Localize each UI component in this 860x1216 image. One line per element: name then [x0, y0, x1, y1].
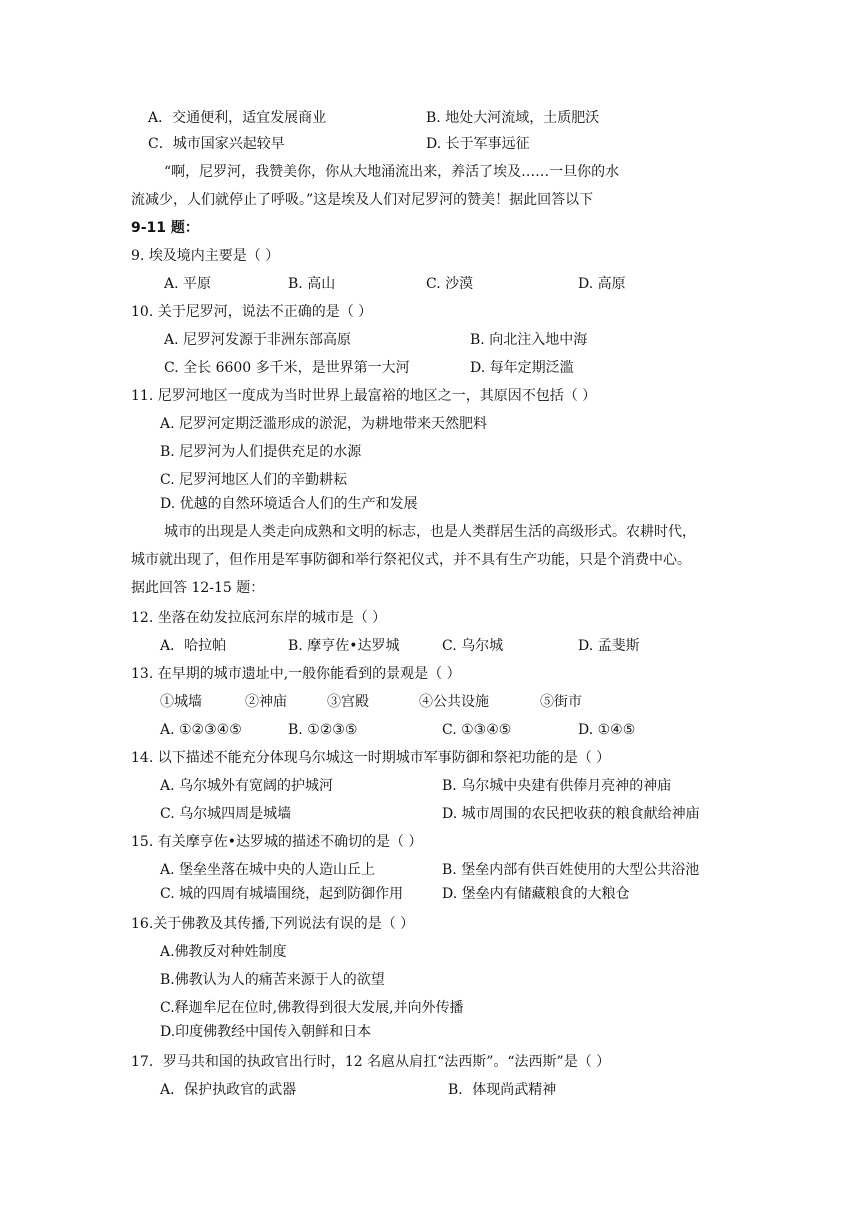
q13-option-b: B. ①②③⑤ — [288, 722, 358, 738]
passage2-line3: 据此回答 12-15 题： — [131, 580, 265, 596]
q17-stem: 17．罗马共和国的执政官出行时，12 名扈从肩扛“法西斯”。“法西斯”是（ ） — [131, 1054, 611, 1070]
q9-option-c: C. 沙漠 — [426, 276, 474, 292]
q16-stem: 16.关于佛教及其传播,下列说法有误的是（ ） — [131, 916, 415, 932]
q15-stem: 15. 有关摩亨佐•达罗城的描述不确切的是（ ） — [131, 834, 423, 850]
q15-option-c: C. 城的四周有城墙围绕，起到防御作用 — [160, 886, 404, 902]
q17-option-a: A．保护执政官的武器 — [160, 1082, 297, 1098]
q8-option-d: D. 长于军事远征 — [426, 136, 530, 152]
q13-item-3: ③宫殿 — [327, 694, 369, 710]
q13-item-4: ④公共设施 — [419, 694, 489, 710]
q10-stem: 10. 关于尼罗河，说法不正确的是（ ） — [131, 304, 373, 320]
q12-option-b: B. 摩亨佐•达罗城 — [288, 638, 400, 654]
q15-option-a: A. 堡垒坐落在城中央的人造山丘上 — [160, 862, 376, 878]
q10-option-b: B. 向北注入地中海 — [470, 332, 588, 348]
q11-stem: 11. 尼罗河地区一度成为当时世界上最富裕的地区之一，其原因不包括（ ） — [131, 388, 597, 404]
q13-item-5: ⑤街市 — [540, 694, 582, 710]
q13-item-1: ①城墙 — [160, 694, 202, 710]
passage1-line2: 流减少，人们就停止了呼吸。”这是埃及人们对尼罗河的赞美！据此回答以下 — [131, 192, 594, 208]
passage1-line3: 9-11 题： — [131, 220, 199, 236]
q14-option-c: C. 乌尔城四周是城墙 — [160, 806, 292, 822]
q12-option-c: C. 乌尔城 — [442, 638, 504, 654]
q11-option-b: B. 尼罗河为人们提供充足的水源 — [160, 444, 362, 460]
q8-option-a: A．交通便利，适宜发展商业 — [148, 110, 327, 126]
passage1-line1: “啊，尼罗河，我赞美你，你从大地涌流出来，养活了埃及……一旦你的水 — [164, 164, 620, 180]
q9-stem: 9. 埃及境内主要是（ ） — [131, 248, 280, 264]
q16-option-a: A.佛教反对种姓制度 — [160, 944, 287, 960]
q11-option-d: D. 优越的自然环境适合人们的生产和发展 — [160, 496, 418, 512]
q10-option-c: C. 全长 6600 多千米，是世界第一大河 — [164, 360, 410, 376]
q8-option-b: B. 地处大河流域，土质肥沃 — [426, 110, 600, 126]
q13-option-c: C. ①③④⑤ — [442, 722, 512, 738]
q9-option-d: D. 高原 — [578, 276, 626, 292]
q14-stem: 14. 以下描述不能充分体现乌尔城这一时期城市军事防御和祭祀功能的是（ ） — [131, 750, 611, 766]
q13-option-a: A. ①②③④⑤ — [160, 722, 242, 738]
q16-option-c: C.释迦牟尼在位时,佛教得到很大发展,并向外传播 — [160, 1000, 464, 1016]
q13-item-2: ②神庙 — [245, 694, 287, 710]
q15-option-b: B. 堡垒内部有供百姓使用的大型公共浴池 — [442, 862, 700, 878]
q15-option-d: D. 堡垒内有储藏粮食的大粮仓 — [442, 886, 630, 902]
q14-option-d: D. 城市周围的农民把收获的粮食献给神庙 — [442, 806, 700, 822]
q13-option-d: D. ①④⑤ — [578, 722, 636, 738]
q14-option-b: B. 乌尔城中央建有供俸月亮神的神庙 — [442, 778, 672, 794]
q12-option-a: A．哈拉帕 — [160, 638, 227, 654]
q10-option-d: D. 每年定期泛滥 — [470, 360, 574, 376]
q16-option-b: B.佛教认为人的痛苦来源于人的欲望 — [160, 972, 385, 988]
q9-option-a: A. 平原 — [164, 276, 212, 292]
passage2-line1: 城市的出现是人类走向成熟和文明的标志，也是人类群居生活的高级形式。农耕时代， — [164, 524, 696, 540]
q11-option-a: A. 尼罗河定期泛滥形成的淤泥，为耕地带来天然肥料 — [160, 416, 488, 432]
q12-stem: 12. 坐落在幼发拉底河东岸的城市是（ ） — [131, 610, 387, 626]
passage2-line2: 城市就出现了，但作用是军事防御和举行祭祀仪式，并不具有生产功能，只是个消费中心。 — [131, 552, 691, 568]
q13-stem: 13. 在早期的城市遗址中,一般你能看到的景观是（ ） — [131, 666, 461, 682]
q8-option-c: C．城市国家兴起较早 — [148, 136, 285, 152]
q16-option-d: D.印度佛教经中国传入朝鲜和日本 — [160, 1024, 372, 1040]
q11-option-c: C. 尼罗河地区人们的辛勤耕耘 — [160, 472, 348, 488]
q9-option-b: B. 高山 — [288, 276, 336, 292]
q14-option-a: A. 乌尔城外有宽阔的护城河 — [160, 778, 334, 794]
q10-option-a: A. 尼罗河发源于非洲东部高原 — [164, 332, 352, 348]
q17-option-b: B．体现尚武精神 — [448, 1082, 557, 1098]
q12-option-d: D. 孟斐斯 — [578, 638, 640, 654]
